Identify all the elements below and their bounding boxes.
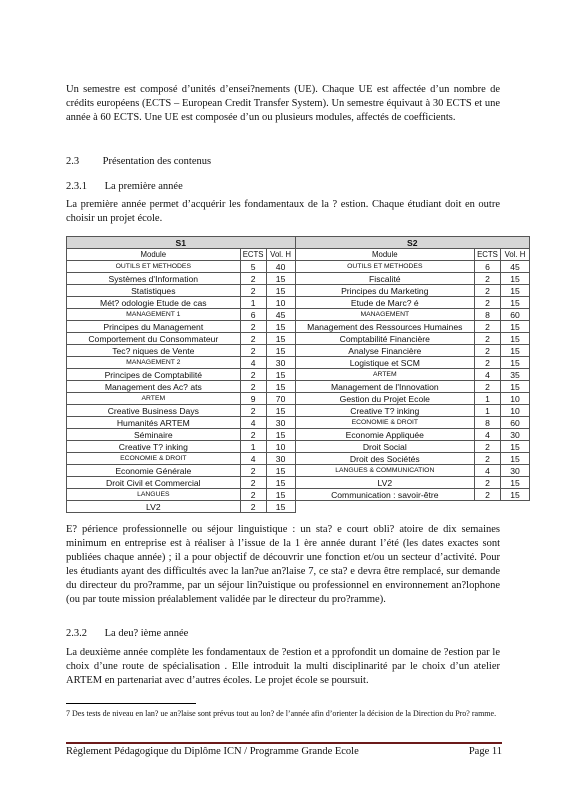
table-row xyxy=(67,357,530,369)
s2-module-cell: ARTEM xyxy=(295,369,474,381)
table-row xyxy=(67,429,530,441)
table-row xyxy=(67,273,530,285)
s1-module-cell: ARTEM xyxy=(67,393,241,405)
s2-module-cell: Comptabilité Financière xyxy=(295,333,474,345)
s2-module-cell: Communication : savoir-être xyxy=(295,489,474,501)
experience-paragraph: E? périence professionnelle ou séjour linguistique : un sta? e court obli? atoire de dix semaines minimum en entreprise est à réaliser à l’issue de la 1 ère année durant l’été (les dates exactes sont publiées chaque année) ; il a pour objectif de découvrir une fonction et/ou un secteur d’activité. Pour les étudiants ayant des difficultés avec la lan?ue an?laise 7, ce sta? e devra être remplacé, sur demande du directeur du pro?ramme, par un séjour lin?uistique ou professionnel en environnement an?lophone (ou par toute mission préalablement validée par le directeur du pro?ramme). xyxy=(66,524,500,605)
s2-module-cell: Droit des Sociétés xyxy=(295,453,474,465)
s1-ects-cell: 2 xyxy=(240,273,266,285)
s2-volume-cell: 30 xyxy=(500,429,529,441)
s1-volume-cell: 15 xyxy=(266,489,295,501)
s1-volume-cell: 30 xyxy=(266,417,295,429)
s2-module-cell: Fiscalité xyxy=(295,273,474,285)
s2-module-cell: Creative T? inking xyxy=(295,405,474,417)
s1-ects-cell: 2 xyxy=(240,429,266,441)
s1-ects-cell: 2 xyxy=(240,405,266,417)
s2-ects-cell: 2 xyxy=(474,477,500,489)
s2-ects-cell: 2 xyxy=(474,357,500,369)
table-row xyxy=(67,369,530,381)
s1-ects-cell: 4 xyxy=(240,453,266,465)
s1-module-cell: Mét? odologie Etude de cas xyxy=(67,297,241,309)
s2-module-cell: ECONOMIE & DROIT xyxy=(295,417,474,429)
s2-module-cell: OUTILS ET METHODES xyxy=(295,261,474,273)
s1-volume-cell: 70 xyxy=(266,393,295,405)
footnote-divider xyxy=(66,703,196,704)
s2-module-cell: MANAGEMENT xyxy=(295,309,474,321)
s1-module-cell: Principes du Management xyxy=(67,321,241,333)
s1-module-cell: Droit Civil et Commercial xyxy=(67,477,241,489)
section-number: 2.3.1 xyxy=(66,181,87,192)
column-header-volume: Vol. H xyxy=(500,249,529,261)
s2-volume-cell: 15 xyxy=(500,453,529,465)
s2-volume-cell: 15 xyxy=(500,345,529,357)
s2-ects-cell: 2 xyxy=(474,297,500,309)
column-header-ects: ECTS xyxy=(474,249,500,261)
section-heading-2-3-1 xyxy=(66,181,183,192)
s2-ects-cell: 6 xyxy=(474,261,500,273)
section-heading-2-3-2 xyxy=(66,628,188,639)
s1-module-cell: Management des Ac? ats xyxy=(67,381,241,393)
s1-module-cell: OUTILS ET METHODES xyxy=(67,261,241,273)
semester-header-s2: S2 xyxy=(295,237,529,249)
second-year-paragraph: La deuxième année complète les fondamentaux de ?estion et a pprofondit un domaine de ?estion par le choix d’une route de spécialisation . Elle introduit la multi disciplinarité par le choix d’un atelier ARTEM en partenariat avec d’autres écoles. Le projet école se poursuit. xyxy=(66,647,500,686)
column-header-module: Module xyxy=(295,249,474,261)
s1-module-cell: Systèmes d'Information xyxy=(67,273,241,285)
s1-ects-cell: 2 xyxy=(240,489,266,501)
s2-module-cell: Droit Social xyxy=(295,441,474,453)
s2-ects-cell: 4 xyxy=(474,429,500,441)
s1-module-cell: LANGUES xyxy=(67,489,241,501)
s2-volume-cell: 15 xyxy=(500,441,529,453)
section-title: La première année xyxy=(104,181,183,192)
s2-volume-cell: 15 xyxy=(500,321,529,333)
section-title: La deu? ième année xyxy=(104,628,189,639)
s1-ects-cell: 2 xyxy=(240,285,266,297)
s1-ects-cell: 6 xyxy=(240,309,266,321)
footer-title: Règlement Pédagogique du Diplôme ICN / Programme Grande Ecole xyxy=(66,746,359,757)
s1-ects-cell: 4 xyxy=(240,417,266,429)
s2-ects-cell: 2 xyxy=(474,273,500,285)
s1-volume-cell: 15 xyxy=(266,429,295,441)
s1-volume-cell: 15 xyxy=(266,369,295,381)
s1-ects-cell: 2 xyxy=(240,381,266,393)
page-footer xyxy=(66,746,502,757)
s2-module-cell: Economie Appliquée xyxy=(295,429,474,441)
empty-cell xyxy=(500,501,529,513)
s2-volume-cell: 60 xyxy=(500,417,529,429)
s2-ects-cell: 2 xyxy=(474,345,500,357)
page-number: Page 11 xyxy=(468,746,502,757)
s2-ects-cell: 2 xyxy=(474,285,500,297)
column-header-ects: ECTS xyxy=(240,249,266,261)
s2-ects-cell: 8 xyxy=(474,417,500,429)
s2-volume-cell: 15 xyxy=(500,333,529,345)
empty-cell xyxy=(295,501,474,513)
s2-volume-cell: 15 xyxy=(500,297,529,309)
s1-module-cell: Statistiques xyxy=(67,285,241,297)
s1-ects-cell: 2 xyxy=(240,477,266,489)
s2-volume-cell: 15 xyxy=(500,285,529,297)
s2-ects-cell: 4 xyxy=(474,465,500,477)
s1-volume-cell: 15 xyxy=(266,381,295,393)
s1-module-cell: LV2 xyxy=(67,501,241,513)
s1-volume-cell: 15 xyxy=(266,465,295,477)
table-row xyxy=(67,297,530,309)
s1-ects-cell: 4 xyxy=(240,357,266,369)
s1-volume-cell: 30 xyxy=(266,357,295,369)
s2-volume-cell: 15 xyxy=(500,357,529,369)
s2-volume-cell: 15 xyxy=(500,273,529,285)
table-row xyxy=(67,309,530,321)
s1-module-cell: Tec? niques de Vente xyxy=(67,345,241,357)
s2-volume-cell: 45 xyxy=(500,261,529,273)
s2-module-cell: Gestion du Projet Ecole xyxy=(295,393,474,405)
s1-module-cell: Creative Business Days xyxy=(67,405,241,417)
s1-volume-cell: 15 xyxy=(266,405,295,417)
s1-volume-cell: 40 xyxy=(266,261,295,273)
s1-module-cell: MANAGEMENT 1 xyxy=(67,309,241,321)
s1-volume-cell: 45 xyxy=(266,309,295,321)
section-title: Présentation des contenus xyxy=(102,156,212,167)
s2-module-cell: LV2 xyxy=(295,477,474,489)
section-number: 2.3.2 xyxy=(66,628,87,639)
s1-ects-cell: 2 xyxy=(240,333,266,345)
s2-ects-cell: 1 xyxy=(474,405,500,417)
s1-module-cell: Comportement du Consommateur xyxy=(67,333,241,345)
s2-ects-cell: 4 xyxy=(474,369,500,381)
s1-volume-cell: 15 xyxy=(266,321,295,333)
semester-header-s1: S1 xyxy=(67,237,296,249)
s2-volume-cell: 30 xyxy=(500,465,529,477)
table-row xyxy=(67,285,530,297)
s1-volume-cell: 30 xyxy=(266,453,295,465)
s2-ects-cell: 8 xyxy=(474,309,500,321)
section-number: 2.3 xyxy=(66,156,80,167)
s2-module-cell: Management de l'Innovation xyxy=(295,381,474,393)
s2-volume-cell: 15 xyxy=(500,489,529,501)
empty-cell xyxy=(474,501,500,513)
s1-ects-cell: 1 xyxy=(240,441,266,453)
s1-volume-cell: 15 xyxy=(266,285,295,297)
s1-ects-cell: 2 xyxy=(240,369,266,381)
table-row xyxy=(67,345,530,357)
s1-ects-cell: 2 xyxy=(240,501,266,513)
intro-paragraph: Un semestre est composé d’unités d’ensei?nements (UE). Chaque UE est affectée d’un nombre de crédits européens (ECTS – European Credit Transfer System). Un semestre équivaut à 30 ECTS et une année à 60 ECTS. Une UE est composée d’un ou plusieurs modules, affectés de coefficients. xyxy=(66,84,500,123)
s2-volume-cell: 10 xyxy=(500,393,529,405)
s1-ects-cell: 5 xyxy=(240,261,266,273)
table-row xyxy=(67,465,530,477)
table-row xyxy=(67,489,530,501)
s1-ects-cell: 2 xyxy=(240,465,266,477)
footnote: 7 Des tests de niveau en lan? ue an?laise sont prévus tout au lon? de l’année afin d’orienter la décision de la Direction du Pro? ramme. xyxy=(66,709,497,718)
s2-ects-cell: 1 xyxy=(474,393,500,405)
s2-ects-cell: 2 xyxy=(474,441,500,453)
s1-module-cell: MANAGEMENT 2 xyxy=(67,357,241,369)
table-row xyxy=(67,441,530,453)
table-row xyxy=(67,261,530,273)
table-row xyxy=(67,501,530,513)
table-row xyxy=(67,405,530,417)
footer-divider xyxy=(66,742,502,744)
s1-volume-cell: 15 xyxy=(266,333,295,345)
section-heading-2-3 xyxy=(66,156,211,167)
s1-ects-cell: 9 xyxy=(240,393,266,405)
table-row xyxy=(67,321,530,333)
s2-volume-cell: 15 xyxy=(500,381,529,393)
s2-ects-cell: 2 xyxy=(474,333,500,345)
s2-volume-cell: 60 xyxy=(500,309,529,321)
s1-volume-cell: 15 xyxy=(266,273,295,285)
s2-ects-cell: 2 xyxy=(474,489,500,501)
s1-ects-cell: 1 xyxy=(240,297,266,309)
column-header-volume: Vol. H xyxy=(266,249,295,261)
s1-module-cell: Séminaire xyxy=(67,429,241,441)
table-row xyxy=(67,477,530,489)
s1-ects-cell: 2 xyxy=(240,345,266,357)
s1-ects-cell: 2 xyxy=(240,321,266,333)
s1-volume-cell: 10 xyxy=(266,441,295,453)
column-header-module: Module xyxy=(67,249,241,261)
s2-ects-cell: 2 xyxy=(474,381,500,393)
s2-module-cell: Analyse Financière xyxy=(295,345,474,357)
table-row xyxy=(67,417,530,429)
first-year-paragraph: La première année permet d’acquérir les fondamentaux de la ? estion. Chaque étudiant doit en outre choisir un projet école. xyxy=(66,199,500,224)
ects-table xyxy=(66,236,530,513)
s1-volume-cell: 15 xyxy=(266,477,295,489)
s2-module-cell: Logistique et SCM xyxy=(295,357,474,369)
table-row xyxy=(67,381,530,393)
table-row xyxy=(67,453,530,465)
s2-ects-cell: 2 xyxy=(474,453,500,465)
s1-volume-cell: 15 xyxy=(266,501,295,513)
s2-volume-cell: 35 xyxy=(500,369,529,381)
s2-module-cell: Management des Ressources Humaines xyxy=(295,321,474,333)
s2-module-cell: Principes du Marketing xyxy=(295,285,474,297)
table-row xyxy=(67,333,530,345)
s1-module-cell: Principes de Comptabilité xyxy=(67,369,241,381)
s1-volume-cell: 10 xyxy=(266,297,295,309)
s1-module-cell: Humanités ARTEM xyxy=(67,417,241,429)
s2-volume-cell: 15 xyxy=(500,477,529,489)
s1-module-cell: Economie Générale xyxy=(67,465,241,477)
s2-ects-cell: 2 xyxy=(474,321,500,333)
s2-volume-cell: 10 xyxy=(500,405,529,417)
s1-module-cell: ECONOMIE & DROIT xyxy=(67,453,241,465)
s2-module-cell: Etude de Marc? é xyxy=(295,297,474,309)
s1-module-cell: Creative T? inking xyxy=(67,441,241,453)
s1-volume-cell: 15 xyxy=(266,345,295,357)
table-row xyxy=(67,393,530,405)
s2-module-cell: LANGUES & COMMUNICATION xyxy=(295,465,474,477)
